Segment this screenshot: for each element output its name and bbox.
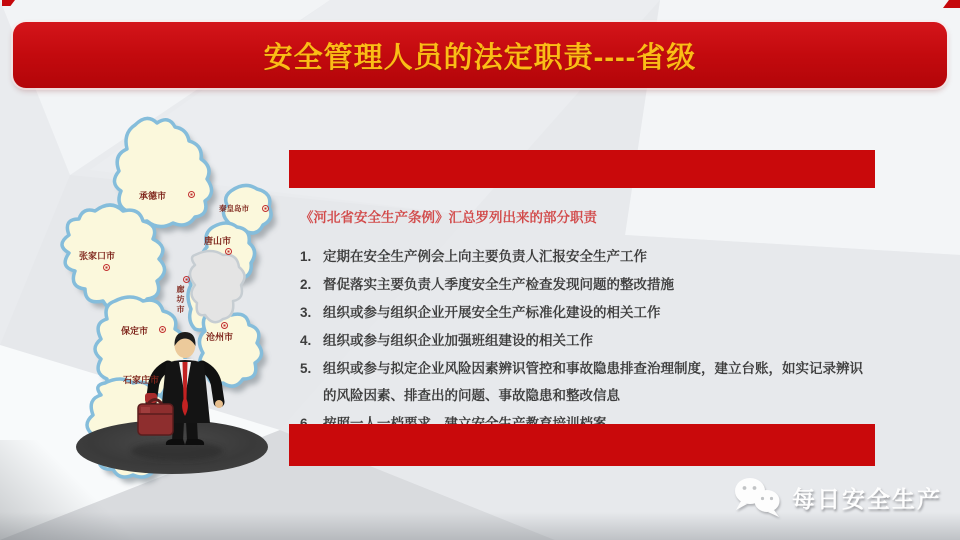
hebei-map-svg	[35, 105, 285, 490]
wechat-icon	[730, 474, 784, 520]
city-label-langfang: 廊坊市	[176, 285, 185, 315]
city-label-baoding: 保定市	[121, 326, 149, 336]
content-top-bar	[289, 150, 875, 188]
page-title: 安全管理人员的法定职责----省级	[263, 41, 697, 74]
list-item	[300, 271, 868, 298]
title-banner	[13, 22, 947, 88]
watermark-text: 每日安全生产	[792, 485, 942, 512]
list-item	[300, 327, 868, 354]
item-number: 1.	[300, 249, 312, 264]
city-marker-icon	[262, 205, 269, 212]
list-item	[300, 355, 868, 409]
city-marker-icon	[103, 264, 110, 271]
city-label-tangshan: 唐山市	[204, 236, 232, 246]
item-text: 组织或参与拟定企业风险因素辨识管控和事故隐患排查治理制度，建立台账，如实记录辨识的风险因素、排查出的问题、事故隐患和整改信息	[323, 361, 863, 403]
city-label-qinhuangdao: 秦皇岛市	[219, 204, 249, 213]
city-marker-icon	[183, 276, 190, 283]
city-label-chengde: 承德市	[139, 191, 167, 201]
item-text: 定期在安全生产例会上向主要负责人汇报安全生产工作	[323, 249, 647, 264]
hebei-map	[35, 105, 285, 490]
item-number: 5.	[300, 361, 312, 376]
city-label-shijiazhuang: 石家庄市	[123, 375, 160, 385]
item-text: 组织或参与组织企业开展安全生产标准化建设的相关工作	[323, 305, 661, 320]
duty-list	[300, 243, 868, 438]
panel-header: 《河北省安全生产条例》汇总罗列出来的部分职责	[300, 210, 597, 225]
city-marker-icon	[221, 322, 228, 329]
item-number: 2.	[300, 277, 312, 292]
list-item	[300, 299, 868, 326]
list-item	[300, 243, 868, 270]
item-number: 4.	[300, 333, 312, 348]
briefcase	[138, 400, 173, 436]
watermark	[730, 474, 942, 520]
city-marker-icon	[225, 248, 232, 255]
city-marker-icon	[159, 326, 166, 333]
city-label-cangzhou: 沧州市	[206, 332, 234, 342]
item-number: 3.	[300, 305, 312, 320]
beijing-tianjin-area	[190, 251, 245, 322]
item-text: 督促落实主要负责人季度安全生产检查发现问题的整改措施	[323, 277, 674, 292]
city-marker-icon	[188, 191, 195, 198]
item-text: 组织或参与组织企业加强班组建设的相关工作	[323, 333, 593, 348]
content-bottom-bar	[289, 424, 875, 466]
city-label-zhangjiakou: 张家口市	[79, 251, 116, 261]
